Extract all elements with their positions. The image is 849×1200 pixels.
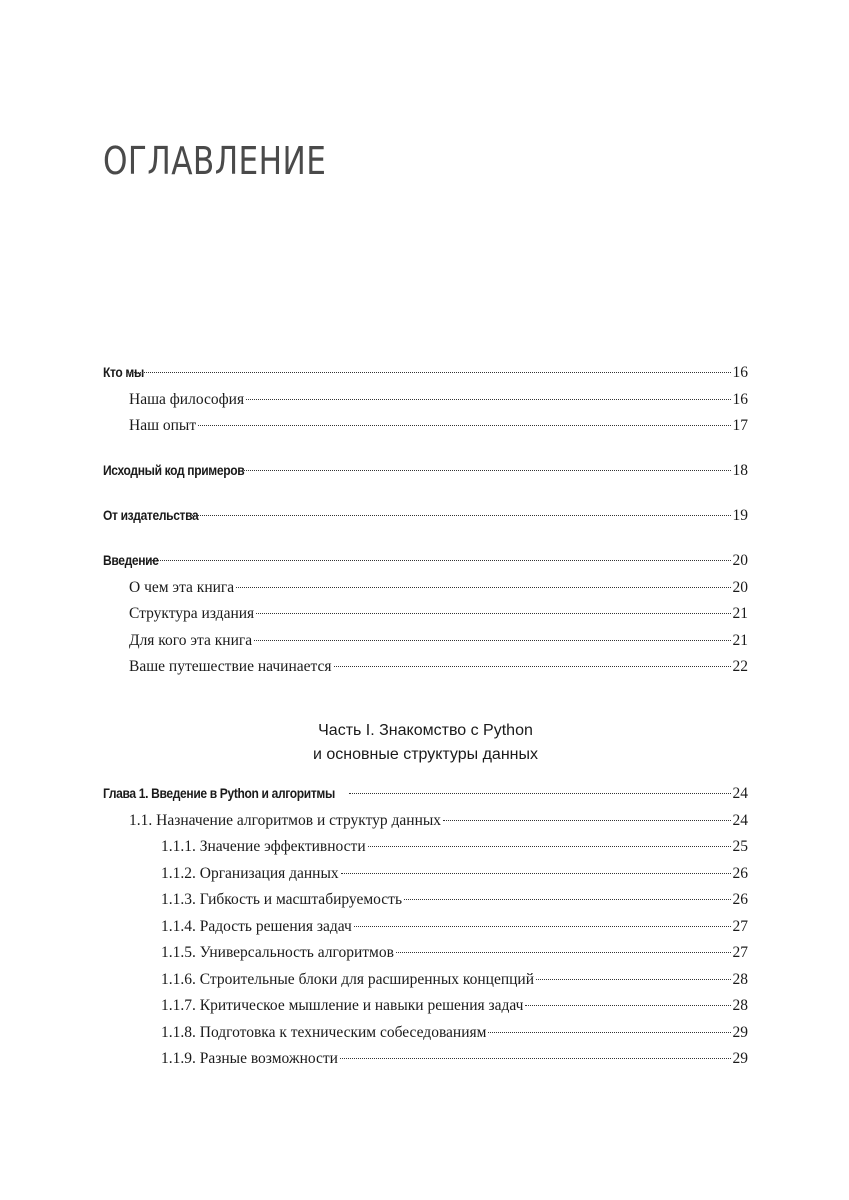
toc-entry-audience[interactable] — [103, 632, 748, 656]
toc-entry-title: Для кого эта книга — [129, 632, 253, 649]
toc-page-number: 20 — [732, 579, 748, 596]
toc-entry-section-1-1-5[interactable] — [103, 944, 748, 968]
part-heading-line-1: Часть I. Знакомство с Python — [318, 722, 533, 739]
toc-entry-title: 1.1.2. Организация данных — [161, 865, 339, 882]
dot-leader — [354, 926, 731, 927]
toc-entry-section-1-1-2[interactable] — [103, 865, 748, 889]
toc-page-number: 28 — [732, 997, 748, 1014]
dot-leader — [144, 560, 731, 561]
toc-entry-section-1-1-8[interactable] — [103, 1024, 748, 1048]
dot-leader — [404, 899, 730, 900]
toc-entry-source-code[interactable] — [103, 462, 748, 486]
page-title: ОГЛАВЛЕНИЕ — [103, 139, 327, 183]
toc-entry-title: 1.1.7. Критическое мышление и навыки решения задач — [161, 997, 524, 1014]
toc-page-number: 24 — [732, 785, 748, 802]
toc-page-number: 17 — [732, 417, 748, 434]
toc-entry-title: 1.1.6. Строительные блоки для расширенных концепций — [161, 971, 535, 988]
dot-leader — [254, 640, 730, 641]
toc-page-number: 16 — [732, 391, 748, 408]
toc-page-number: 27 — [732, 944, 748, 961]
toc-entry-title: 1.1.5. Универсальность алгоритмов — [161, 944, 394, 961]
toc-page-number: 18 — [732, 462, 748, 479]
dot-leader — [334, 666, 731, 667]
toc-entry-section-1-1[interactable] — [103, 812, 748, 836]
toc-entry-title: 1.1.8. Подготовка к техническим собеседованиям — [161, 1024, 487, 1041]
dot-leader — [396, 952, 731, 953]
toc-page-number: 25 — [732, 838, 748, 855]
dot-leader — [244, 470, 731, 471]
dot-leader — [190, 515, 730, 516]
toc-entry-about-book[interactable] — [103, 579, 748, 603]
toc-entry-section-1-1-6[interactable] — [103, 971, 748, 995]
dot-leader — [536, 979, 730, 980]
toc-entry-publisher[interactable] — [103, 507, 748, 531]
toc-entry-who-we-are[interactable] — [103, 364, 748, 388]
toc-page-number: 24 — [732, 812, 748, 829]
dot-leader — [246, 399, 730, 400]
toc-entry-title: Наш опыт — [129, 417, 197, 434]
toc-entry-section-1-1-9[interactable] — [103, 1050, 748, 1074]
toc-entry-introduction[interactable] — [103, 552, 748, 576]
toc-entry-chapter-1[interactable] — [103, 785, 748, 809]
toc-entry-section-1-1-7[interactable] — [103, 997, 748, 1021]
toc-entry-title: 1.1.3. Гибкость и масштабируемость — [161, 891, 403, 908]
toc-page-number: 21 — [732, 605, 748, 622]
part-heading — [103, 719, 748, 767]
dot-leader — [349, 793, 731, 794]
toc-page-number: 19 — [732, 507, 748, 524]
dot-leader — [525, 1005, 730, 1006]
toc-page-number: 16 — [732, 364, 748, 381]
toc-page-number: 26 — [732, 891, 748, 908]
dot-leader — [127, 372, 731, 373]
toc-page-number: 27 — [732, 918, 748, 935]
part-heading-line-2: и основные структуры данных — [313, 746, 538, 763]
toc-page-number: 21 — [732, 632, 748, 649]
toc-entry-section-1-1-1[interactable] — [103, 838, 748, 862]
toc-entry-title: 1.1.4. Радость решения задач — [161, 918, 352, 935]
toc-entry-title: Наша философия — [129, 391, 245, 408]
toc-entry-title: О чем эта книга — [129, 579, 235, 596]
toc-entry-title: Структура издания — [129, 605, 255, 622]
dot-leader — [368, 846, 731, 847]
dot-leader — [340, 1058, 731, 1059]
toc-entry-title: Исходный код примеров — [103, 462, 245, 478]
dot-leader — [256, 613, 730, 614]
dot-leader — [341, 873, 731, 874]
toc-page-number: 26 — [732, 865, 748, 882]
toc-entry-title: 1.1.9. Разные возможности — [161, 1050, 338, 1067]
dot-leader — [443, 820, 730, 821]
toc-entry-title: Ваше путешествие начинается — [129, 658, 332, 675]
toc-entry-title: Кто мы — [103, 364, 144, 380]
toc-entry-title: От издательства — [103, 507, 199, 523]
toc-entry-experience[interactable] — [103, 417, 748, 441]
dot-leader — [488, 1032, 730, 1033]
toc-page-number: 20 — [732, 552, 748, 569]
toc-page-number: 29 — [732, 1050, 748, 1067]
toc-entry-journey[interactable] — [103, 658, 748, 682]
dot-leader — [198, 425, 730, 426]
dot-leader — [236, 587, 730, 588]
toc-entry-section-1-1-4[interactable] — [103, 918, 748, 942]
toc-entry-title: 1.1.1. Значение эффективности — [161, 838, 366, 855]
toc-entry-section-1-1-3[interactable] — [103, 891, 748, 915]
toc-entry-title: Глава 1. Введение в Python и алгоритмы — [103, 785, 335, 801]
toc-page-number: 29 — [732, 1024, 748, 1041]
toc-page-number: 22 — [732, 658, 748, 675]
toc-entry-title: 1.1. Назначение алгоритмов и структур данных — [129, 812, 442, 829]
toc-entry-philosophy[interactable] — [103, 391, 748, 415]
toc-entry-structure[interactable] — [103, 605, 748, 629]
toc-entry-title: Введение — [103, 552, 159, 568]
toc-page-number: 28 — [732, 971, 748, 988]
